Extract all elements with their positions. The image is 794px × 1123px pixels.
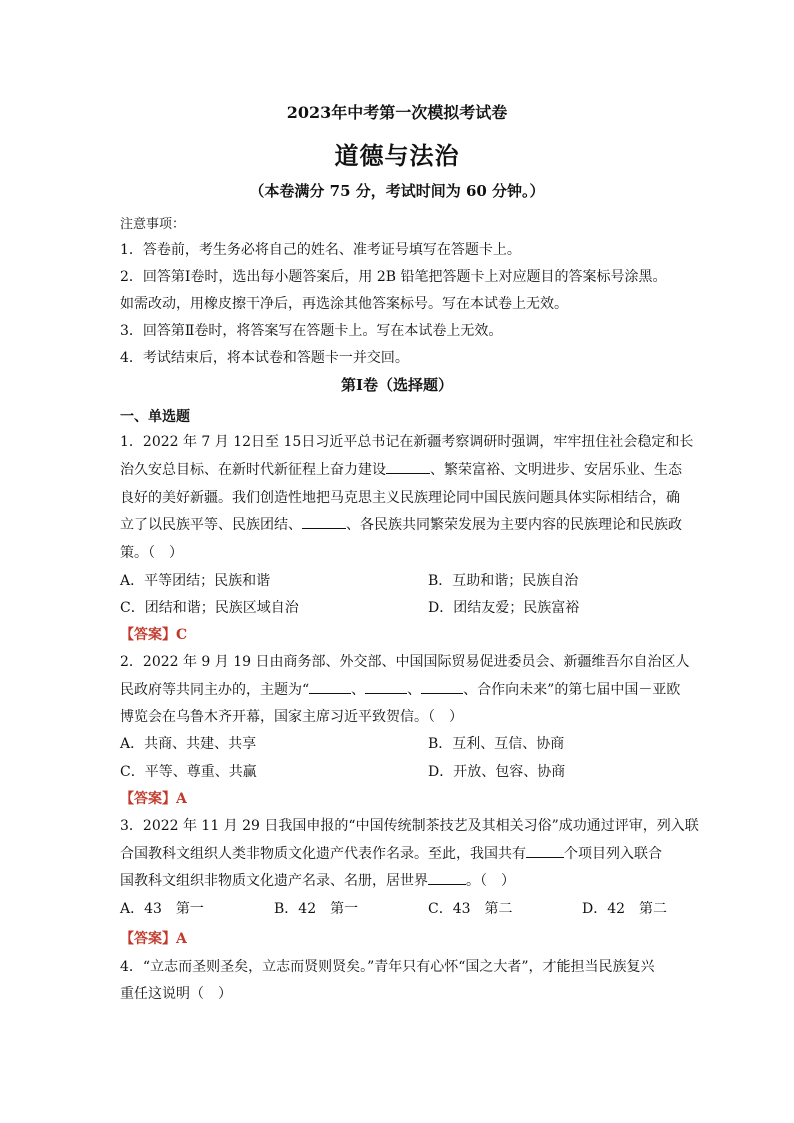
q3-option-d: D．42 第二 xyxy=(582,901,668,917)
q1-blank-1 xyxy=(386,459,430,474)
section-title: 第Ⅰ卷（选择题） xyxy=(340,376,454,394)
q1-option-c: C．团结和谐；民族区域自治 xyxy=(120,600,299,616)
q1-line-3: 良好的美好新疆。我们创造性地把马克思主义民族理论同中国民族问题具体实际相结合，确 xyxy=(120,490,680,506)
q4-line-2: 重任这说明（ ） xyxy=(120,986,232,1002)
q1-answer: 【答案】C xyxy=(120,627,188,643)
note-item-1: 1．答卷前，考生务必将自己的姓名、准考证号填写在答题卡上。 xyxy=(120,242,521,258)
q3-blank-1 xyxy=(526,843,564,858)
q3-line-3 xyxy=(120,870,515,890)
q1-line-2 xyxy=(120,459,682,479)
q3-blank-2 xyxy=(428,870,466,885)
q2-blank-3 xyxy=(421,679,463,694)
q1-option-a: A．平等团结；民族和谐 xyxy=(120,573,271,589)
q3-answer: 【答案】A xyxy=(120,931,187,947)
q2-option-c: C．平等、尊重、共赢 xyxy=(120,764,257,780)
q3-option-b: B．42 第一 xyxy=(274,901,359,917)
q1-line-2b: 、繁荣富裕、文明进步、安居乐业、生态 xyxy=(430,462,682,478)
q1-option-b: B．互助和谐；民族自治 xyxy=(428,573,579,589)
subject-title: 道德与法治 xyxy=(334,141,460,170)
note-item-2-cont: 如需改动，用橡皮擦干净后，再选涂其他答案标号。写在本试卷上无效。 xyxy=(120,296,568,312)
note-item-4: 4．考试结束后，将本试卷和答题卡一并交回。 xyxy=(120,350,409,366)
q2-blank-2 xyxy=(365,679,407,694)
q2-line-2 xyxy=(120,679,680,699)
q3-option-a: A．43 第一 xyxy=(120,901,204,917)
q2-line-1: 2．2022 年 9 月 19 日由商务部、外交部、中国国际贸易促进委员会、新疆维吾尔自治区人 xyxy=(120,654,690,670)
q1-line-2a: 治久安总目标、在新时代新征程上奋力建设 xyxy=(120,462,386,478)
q2-line-3: 博览会在乌鲁木齐开幕，国家主席习近平致贺信。（ ） xyxy=(120,709,463,725)
note-item-3: 3．回答第Ⅱ卷时，将答案写在答题卡上。写在本试卷上无效。 xyxy=(120,323,503,339)
q2-option-b: B．互利、互信、协商 xyxy=(428,736,565,752)
q3-line-1: 3．2022 年 11 月 29 日我国申报的“中国传统制茶技艺及其相关习俗”成功通过评审，列入联 xyxy=(120,818,699,834)
score-time: （本卷满分 75 分，考试时间为 60 分钟。） xyxy=(249,182,545,200)
q1-blank-2 xyxy=(302,514,346,529)
q2-line-2a: 民政府等共同主办的，主题为“ xyxy=(120,682,310,698)
q1-line-5: 策。（ ） xyxy=(120,545,183,561)
q1-line-4 xyxy=(120,514,682,534)
notes-heading: 注意事项： xyxy=(120,217,186,232)
q1-line-4a: 立了以民族平等、民族团结、 xyxy=(120,517,302,533)
q2-answer: 【答案】A xyxy=(120,791,187,807)
section-subtitle: 一、单选题 xyxy=(120,409,190,425)
q2-sep-1: 、 xyxy=(351,682,366,698)
q2-option-d: D．开放、包容、协商 xyxy=(428,764,566,780)
q2-blank-1 xyxy=(309,679,351,694)
q1-option-d: D．团结友爱；民族富裕 xyxy=(428,600,580,616)
q3-line-3a: 国教科文组织非物质文化遗产名录、名册，居世界 xyxy=(120,873,428,889)
q4-line-1: 4．“立志而圣则圣矣，立志而贤则贤矣。”青年只有心怀“国之大者”，才能担当民族复兴 xyxy=(120,959,655,975)
q1-line-4b: 、各民族共同繁荣发展为主要内容的民族理论和民族政 xyxy=(346,517,682,533)
q3-line-2a: 合国教科文组织人类非物质文化遗产代表作名录。至此，我国共有 xyxy=(120,846,526,862)
q2-option-a: A．共商、共建、共享 xyxy=(120,736,257,752)
q3-option-c: C．43 第二 xyxy=(428,901,513,917)
exam-title: 2023年中考第一次模拟考试卷 xyxy=(286,103,508,122)
q3-line-3b: 。（ ） xyxy=(466,873,515,889)
q2-sep-2: 、 xyxy=(407,682,422,698)
q3-line-2b: 个项目列入联合 xyxy=(564,846,662,862)
note-item-2: 2．回答第Ⅰ卷时，选出每小题答案后，用 2B 铅笔把答题卡上对应题目的答案标号涂黑。 xyxy=(120,269,667,285)
q1-line-1: 1．2022 年 7 月 12日至 15日习近平总书记在新疆考察调研时强调，牢牢扭住社会稳定和长 xyxy=(120,434,694,450)
q3-line-2 xyxy=(120,843,662,863)
q2-line-2b: 、合作向未来”的第七届中国－亚欧 xyxy=(463,682,681,698)
